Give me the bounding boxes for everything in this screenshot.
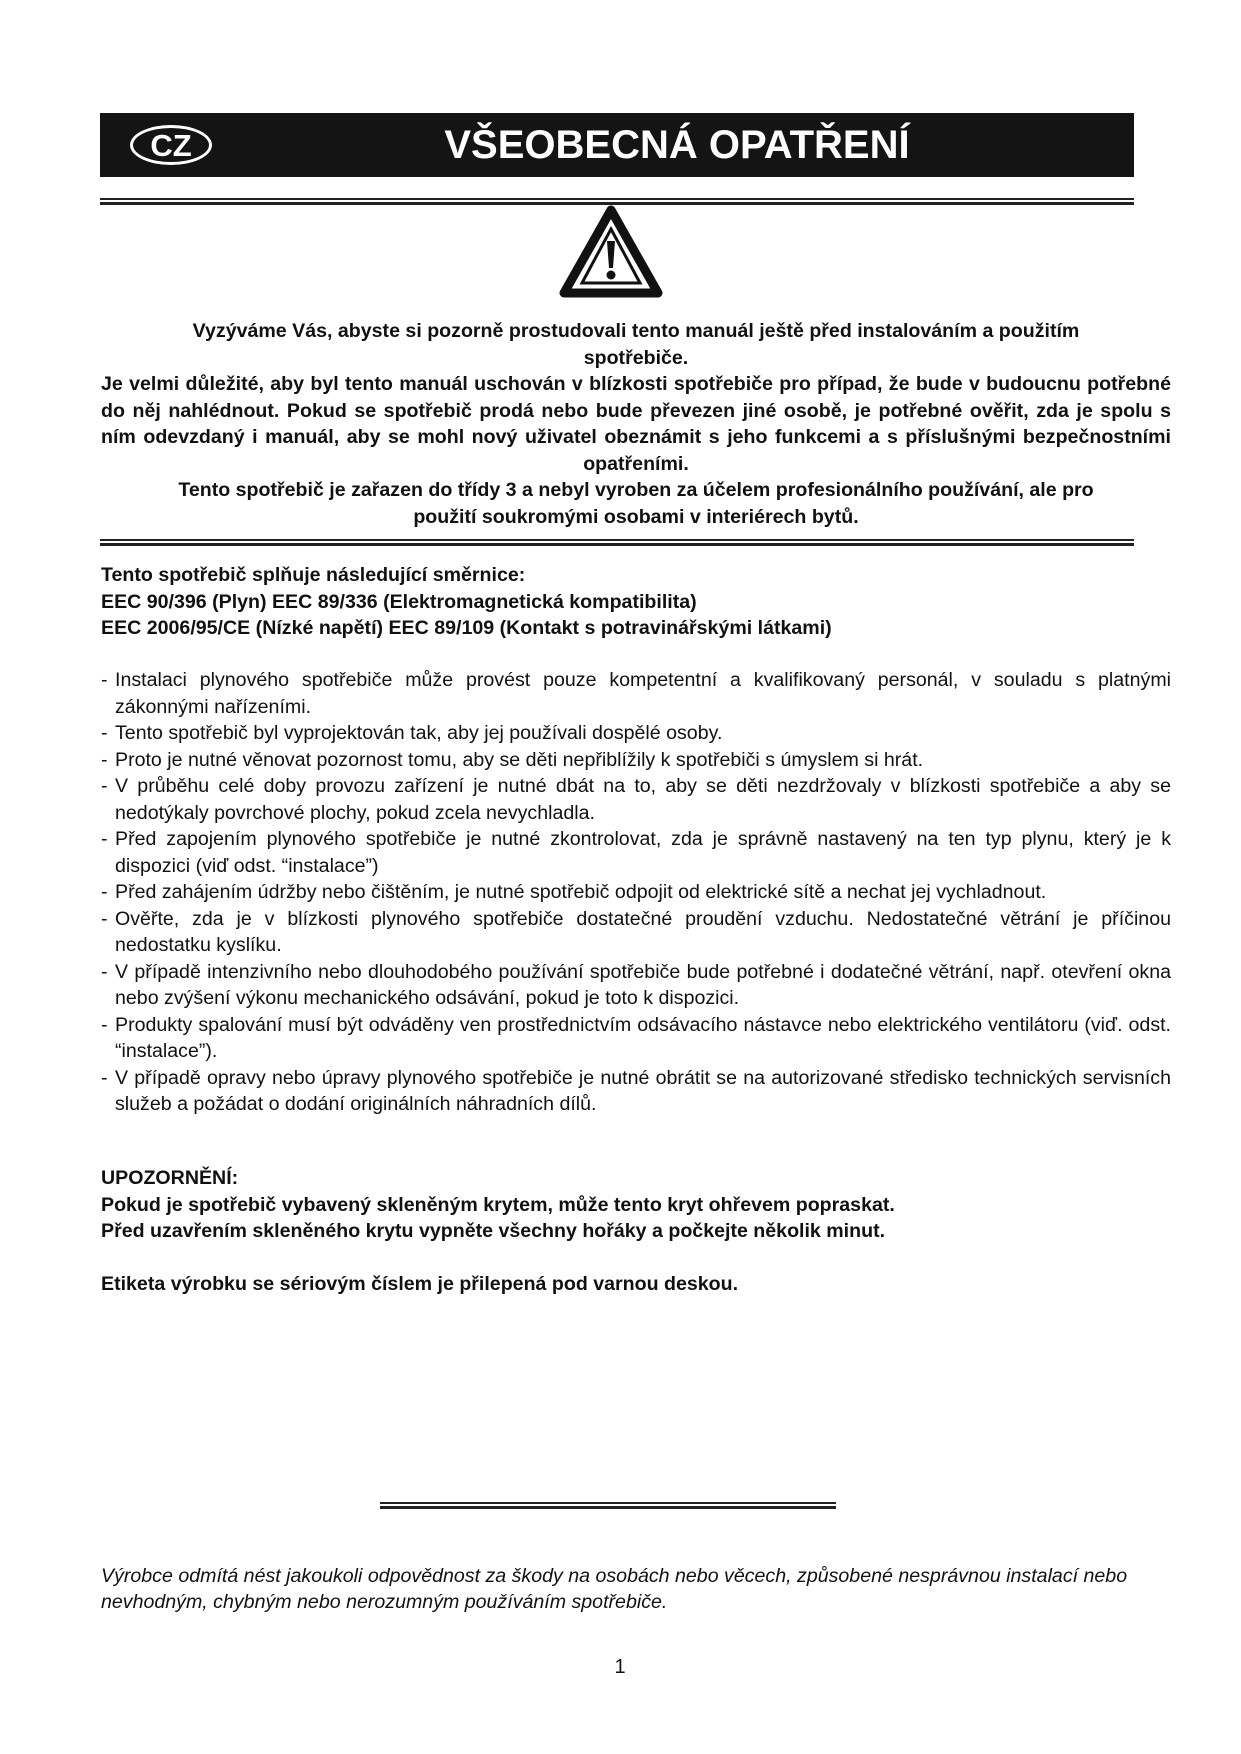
- list-item: - V případě opravy nebo úpravy plynového spotřebiče je nutné obrátit se na autorizované středisko technických servisních služeb a požádat o dodání originálních náhradních dílů.: [101, 1066, 1171, 1115]
- warning-triangle-icon: [559, 205, 663, 301]
- language-badge: CZ: [130, 125, 212, 165]
- label-note: Etiketa výrobku se sériovým číslem je přilepená pod varnou deskou.: [101, 1272, 739, 1295]
- warning-heading: UPOZORNĚNÍ:: [101, 1167, 239, 1189]
- page-title: VŠEOBECNÁ OPATŘENÍ: [444, 123, 910, 167]
- disclaimer: Výrobce odmítá nést jakoukoli odpovědnost za škody na osobách nebo věcech, způsobené nesprávnou instalací nebo nevhodným, chybným nebo nerozumným používáním spotřebiče.: [101, 1565, 1128, 1613]
- list-item: - Instalaci plynového spotřebiče může provést pouze kompetentní a kvalifikovaný personál, v souladu s platnými zákonnými nařízeními.: [101, 669, 1171, 718]
- directives-line: EEC 2006/95/CE (Nízké napětí) EEC 89/109 (Kontakt s potravinářskými látkami): [101, 617, 832, 639]
- list-item: - V průběhu celé doby provozu zařízení je nutné dbát na to, aby se děti nezdržovaly v blízkosti spotřebiče a aby se nedotýkaly povrchové plochy, pokud zcela nevychladla.: [101, 775, 1171, 824]
- directives-line: EEC 90/396 (Plyn) EEC 89/336 (Elektromagnetická kompatibilita): [101, 590, 697, 613]
- page-number: 1: [614, 1656, 626, 1678]
- directives-section: [101, 562, 1171, 642]
- intro-text: [101, 318, 1171, 530]
- divider: [100, 539, 1134, 546]
- directives-heading: Tento spotřebič splňuje následující směrnice:: [101, 564, 526, 586]
- warning-line: Před uzavřením skleněného krytu vypněte všechny hořáky a počkejte několik minut.: [101, 1220, 886, 1242]
- divider: [100, 198, 1134, 205]
- warning-section: [101, 1165, 1171, 1297]
- list-item: - Produkty spalování musí být odváděny ven prostřednictvím odsávacího nástavce nebo elektrického ventilátoru (viď. odst. “instalace”).: [101, 1013, 1171, 1062]
- safety-list: [101, 667, 1171, 1118]
- list-item: - Proto je nutné věnovat pozornost tomu, aby se děti nepřiblížily k spotřebiči s úmyslem si hrát.: [101, 748, 924, 771]
- list-item: - V případě intenzivního nebo dlouhodobého používání spotřebiče bude potřebné i dodatečné větrání, např. otevření okna nebo zvýšení výkonu mechanického odsávání, pokud je toto k dispozici.: [101, 960, 1171, 1009]
- intro-paragraph-1: Vyzýváme Vás, abyste si pozorně prostudovali tento manuál ještě před instalováním a použitím spotřebiče.: [192, 320, 1080, 369]
- divider: [380, 1502, 836, 1509]
- list-item: - Ověřte, zda je v blízkosti plynového spotřebiče dostatečné proudění vzduchu. Nedostatečné větrání je příčinou nedostatku kyslíku.: [101, 907, 1171, 956]
- header-bar: [100, 113, 1134, 177]
- warning-line: Pokud je spotřebič vybavený skleněným krytem, může tento kryt ohřevem popraskat.: [101, 1193, 895, 1216]
- intro-paragraph-2: Je velmi důležité, aby byl tento manuál uschován v blízkosti spotřebiče pro případ, že bude v budoucnu potřebné do něj nahlédnout. Pokud se spotřebič prodá nebo bude převezen jiné osobě, je potřebné ověřit, zda je spolu s ním odevzdaný i manuál, aby se mohl nový uživatel obeznámit s jeho funkcemi a s příslušnými bezpečnostními opatřeními.: [101, 373, 1171, 475]
- intro-paragraph-3: Tento spotřebič je zařazen do třídy 3 a nebyl vyroben za účelem profesionálního používání, ale pro použití soukromými osobami v interiérech bytů.: [178, 479, 1094, 528]
- list-item: - Před zapojením plynového spotřebiče je nutné zkontrolovat, zda je správně nastavený na ten typ plynu, který je k dispozici (viď odst. “instalace”): [101, 828, 1171, 877]
- list-item: - Před zahájením údržby nebo čištěním, je nutné spotřebič odpojit od elektrické sítě a nechat jej vychladnout.: [101, 881, 1047, 903]
- list-item: - Tento spotřebič byl vyprojektován tak, aby jej používali dospělé osoby.: [101, 722, 723, 744]
